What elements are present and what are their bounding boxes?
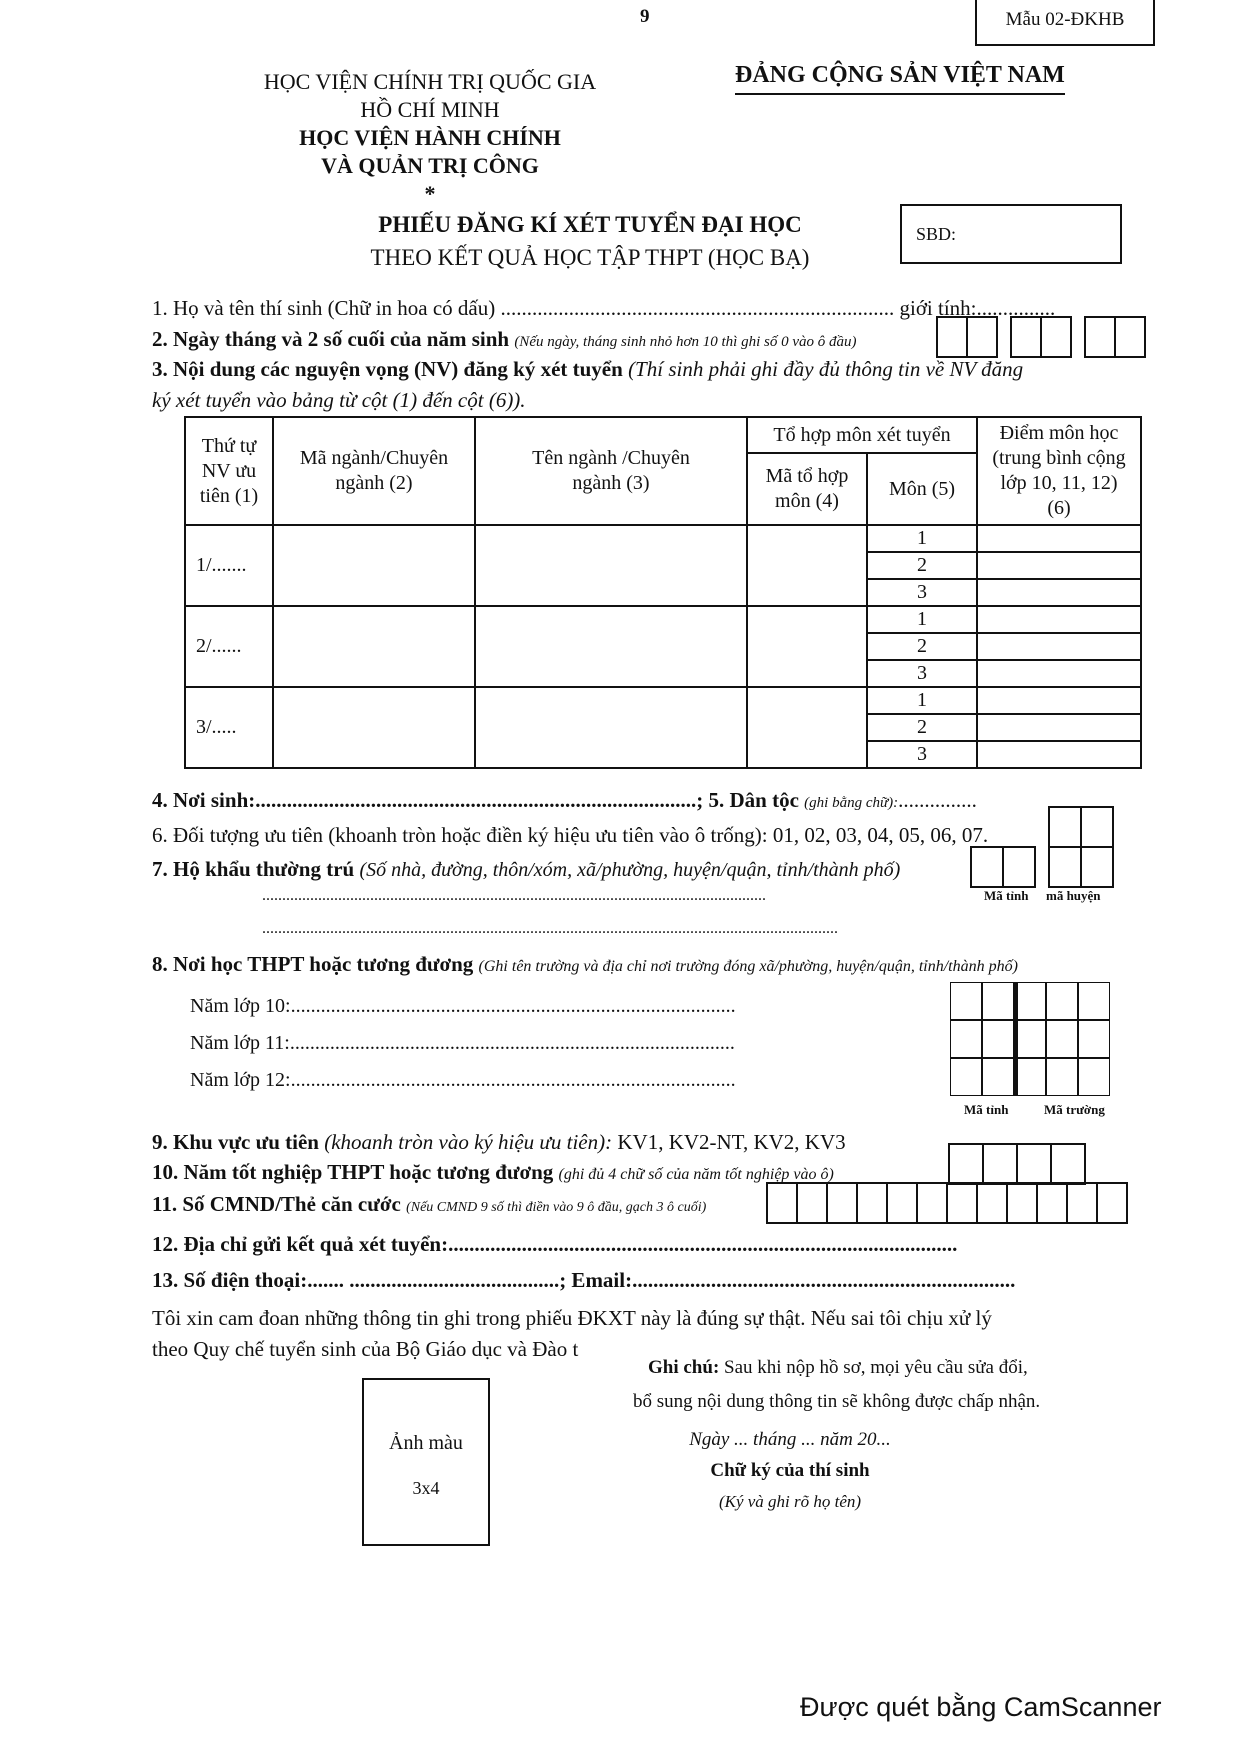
group-code-3[interactable] bbox=[747, 687, 867, 768]
note-line-1 bbox=[648, 1357, 1028, 1379]
residence-label: 7. Hộ khẩu thường trú bbox=[152, 857, 355, 881]
group-code-1[interactable] bbox=[747, 525, 867, 606]
title-line-1: PHIẾU ĐĂNG KÍ XÉT TUYỂN ĐẠI HỌC bbox=[378, 212, 802, 237]
district-code-label: mã huyện bbox=[1046, 888, 1101, 903]
month-boxes[interactable] bbox=[1012, 316, 1072, 358]
birth-date-boxes[interactable] bbox=[938, 316, 1160, 358]
org-line-1: HỌC VIỆN CHÍNH TRỊ QUỐC GIA bbox=[263, 69, 597, 94]
field-aspirations bbox=[152, 357, 1023, 382]
ethnicity-note: (ghi bằng chữ): bbox=[804, 795, 899, 811]
score-1-1[interactable] bbox=[977, 525, 1141, 552]
org-line-2: HỒ CHÍ MINH bbox=[360, 97, 500, 122]
priority-2: 2/...... bbox=[185, 606, 273, 687]
school-province-label: Mã tỉnh bbox=[964, 1102, 1009, 1117]
score-3-3[interactable] bbox=[977, 741, 1141, 768]
header-priority: Thứ tự NV ưu tiên (1) bbox=[185, 417, 273, 525]
province-code-label: Mã tỉnh bbox=[984, 888, 1029, 903]
photo-box[interactable] bbox=[362, 1378, 490, 1546]
ethnicity-dots: ............... bbox=[898, 788, 977, 812]
field-birthplace-ethnicity[interactable] bbox=[152, 788, 977, 813]
residence-note: (Số nhà, đường, thôn/xóm, xã/phường, huyện/quận, tỉnh/thành phố) bbox=[359, 859, 901, 881]
form-code-box: Mẫu 02-ĐKHB bbox=[975, 0, 1155, 46]
id-number-boxes[interactable] bbox=[768, 1182, 1128, 1224]
priority-object-boxes[interactable] bbox=[1050, 806, 1114, 848]
birth-note: (Nếu ngày, tháng sinh nhỏ hơn 10 thì ghi số 0 vào ô đầu) bbox=[514, 334, 857, 350]
camscanner-watermark: Được quét bằng CamScanner bbox=[800, 1692, 1162, 1722]
graduation-year-boxes[interactable] bbox=[950, 1143, 1086, 1185]
field-residence bbox=[152, 857, 900, 882]
field-result-address[interactable]: 12. Địa chỉ gửi kết quả xét tuyển:................................................................................................. bbox=[152, 1232, 958, 1256]
priority-1: 1/....... bbox=[185, 525, 273, 606]
header-major-name: Tên ngành /Chuyên ngành (3) bbox=[475, 417, 747, 525]
province-code-boxes[interactable] bbox=[972, 846, 1036, 888]
major-code-2[interactable] bbox=[273, 606, 475, 687]
residence-line-2[interactable]: ................................................................................................................................................ bbox=[262, 920, 838, 937]
signature-date: Ngày ... tháng ... năm 20... bbox=[689, 1429, 891, 1450]
header-subject-group: Tổ hợp môn xét tuyển bbox=[747, 417, 977, 453]
subject-3-2: 2 bbox=[867, 714, 977, 741]
year-11-field[interactable]: Năm lớp 11:......................................................................................... bbox=[190, 1032, 735, 1054]
graduation-note: (ghi đủ 4 chữ số của năm tốt nghiệp vào ô) bbox=[558, 1166, 834, 1183]
aspirations-note-2: ký xét tuyển vào bảng từ cột (1) đến cột (6)). bbox=[152, 388, 526, 412]
header-major-code: Mã ngành/Chuyên ngành (2) bbox=[273, 417, 475, 525]
field-high-school bbox=[152, 952, 1018, 977]
subject-2-1: 1 bbox=[867, 606, 977, 633]
aspirations-label: 3. Nội dung các nguyện vọng (NV) đăng ký xét tuyển bbox=[152, 357, 623, 381]
org-header bbox=[200, 68, 660, 208]
party-name: ĐẢNG CỘNG SẢN VIỆT NAM bbox=[735, 62, 1065, 95]
major-code-3[interactable] bbox=[273, 687, 475, 768]
score-2-1[interactable] bbox=[977, 606, 1141, 633]
note-text-2: bổ sung nội dung thông tin sẽ không được chấp nhận. bbox=[633, 1391, 1041, 1412]
aspirations-table bbox=[184, 416, 1142, 769]
note-text-1: Sau khi nộp hồ sơ, mọi yêu cầu sửa đổi, bbox=[724, 1357, 1028, 1378]
group-code-2[interactable] bbox=[747, 606, 867, 687]
score-3-1[interactable] bbox=[977, 687, 1141, 714]
photo-size: 3x4 bbox=[412, 1478, 440, 1498]
score-2-3[interactable] bbox=[977, 660, 1141, 687]
major-name-1[interactable] bbox=[475, 525, 747, 606]
header-group-code: Mã tổ hợp môn (4) bbox=[747, 453, 867, 525]
residence-line-1[interactable]: .............................................................................................................................. bbox=[262, 887, 766, 904]
title-line-2: THEO KẾT QUẢ HỌC TẬP THPT (HỌC BẠ) bbox=[370, 245, 810, 270]
year-boxes[interactable] bbox=[1086, 316, 1146, 358]
region-label: 9. Khu vực ưu tiên bbox=[152, 1130, 319, 1154]
declaration-line-2: theo Quy chế tuyển sinh của Bộ Giáo dục và Đào t bbox=[152, 1337, 579, 1361]
field-phone-email[interactable]: 13. Số điện thoại:....... ........................................; Email:......................................................................... bbox=[152, 1268, 1016, 1292]
signature-block bbox=[640, 1424, 940, 1517]
photo-label: Ảnh màu bbox=[389, 1432, 463, 1454]
field-full-name[interactable]: 1. Họ và tên thí sinh (Chữ in hoa có dấu) ........................................................................... giới tính:............... bbox=[152, 296, 1056, 320]
subject-3-3: 3 bbox=[867, 741, 977, 768]
score-1-3[interactable] bbox=[977, 579, 1141, 606]
id-label: 11. Số CMND/Thẻ căn cước bbox=[152, 1192, 401, 1216]
score-3-2[interactable] bbox=[977, 714, 1141, 741]
note-label: Ghi chú: bbox=[648, 1357, 720, 1378]
high-school-label: 8. Nơi học THPT hoặc tương đương bbox=[152, 952, 474, 976]
field-priority-object[interactable]: 6. Đối tượng ưu tiên (khoanh tròn hoặc điền ký hiệu ưu tiên vào ô trống): 01, 02, 03, 04, 05, 06, 07. bbox=[152, 823, 989, 847]
field-id-number bbox=[152, 1192, 706, 1217]
birthplace-label: 4. Nơi sinh:....................................................................................; bbox=[152, 788, 704, 812]
org-line-3: HỌC VIỆN HÀNH CHÍNH bbox=[299, 125, 561, 150]
ethnicity-label: 5. Dân tộc bbox=[708, 788, 799, 812]
star-mark: * bbox=[424, 181, 436, 206]
subject-2-3: 3 bbox=[867, 660, 977, 687]
major-code-1[interactable] bbox=[273, 525, 475, 606]
school-code-label: Mã trường bbox=[1044, 1102, 1105, 1117]
header-score: Điểm môn học (trung bình cộng lớp 10, 11, 12) (6) bbox=[977, 417, 1141, 525]
subject-3-1: 1 bbox=[867, 687, 977, 714]
id-note: (Nếu CMND 9 số thì điền vào 9 ô đầu, gạch 3 ô cuối) bbox=[406, 1200, 707, 1215]
subject-2-2: 2 bbox=[867, 633, 977, 660]
region-options: KV1, KV2-NT, KV2, KV3 bbox=[617, 1130, 846, 1154]
region-note: (khoanh tròn vào ký hiệu ưu tiên): bbox=[324, 1130, 613, 1154]
year-12-field[interactable]: Năm lớp 12:......................................................................................... bbox=[190, 1069, 736, 1091]
subject-1-3: 3 bbox=[867, 579, 977, 606]
year-10-field[interactable]: Năm lớp 10:......................................................................................... bbox=[190, 995, 736, 1017]
district-code-boxes[interactable] bbox=[1050, 846, 1114, 888]
field-graduation-year bbox=[152, 1160, 834, 1185]
day-boxes[interactable] bbox=[938, 316, 998, 358]
score-1-2[interactable] bbox=[977, 552, 1141, 579]
priority-3: 3/..... bbox=[185, 687, 273, 768]
form-title bbox=[330, 208, 850, 274]
aspirations-note-1: (Thí sinh phải ghi đầy đủ thông tin về NV đăng bbox=[628, 357, 1024, 381]
page-number: 9 bbox=[640, 6, 650, 27]
score-2-2[interactable] bbox=[977, 633, 1141, 660]
org-line-4: VÀ QUẢN TRỊ CÔNG bbox=[321, 153, 539, 178]
header-subject: Môn (5) bbox=[867, 453, 977, 525]
field-region[interactable] bbox=[152, 1130, 846, 1155]
high-school-note: (Ghi tên trường và địa chỉ nơi trường đóng xã/phường, huyện/quận, tỉnh/thành phố) bbox=[478, 958, 1018, 975]
subject-1-1: 1 bbox=[867, 525, 977, 552]
major-name-3[interactable] bbox=[475, 687, 747, 768]
major-name-2[interactable] bbox=[475, 606, 747, 687]
sbd-label: SBD: bbox=[916, 224, 957, 244]
signature-title: Chữ ký của thí sinh bbox=[710, 1460, 870, 1481]
subject-1-2: 2 bbox=[867, 552, 977, 579]
field-birth-date bbox=[152, 327, 856, 352]
birth-label: 2. Ngày tháng và 2 số cuối của năm sinh bbox=[152, 327, 510, 351]
signature-hint: (Ký và ghi rõ họ tên) bbox=[718, 1492, 862, 1511]
school-code-grid[interactable] bbox=[950, 982, 1110, 1096]
declaration-line-1: Tôi xin cam đoan những thông tin ghi trong phiếu ĐKXT này là đúng sự thật. Nếu sai tôi chịu xử lý bbox=[152, 1306, 992, 1330]
graduation-label: 10. Năm tốt nghiệp THPT hoặc tương đương bbox=[152, 1160, 554, 1184]
sbd-box[interactable] bbox=[900, 204, 1122, 264]
